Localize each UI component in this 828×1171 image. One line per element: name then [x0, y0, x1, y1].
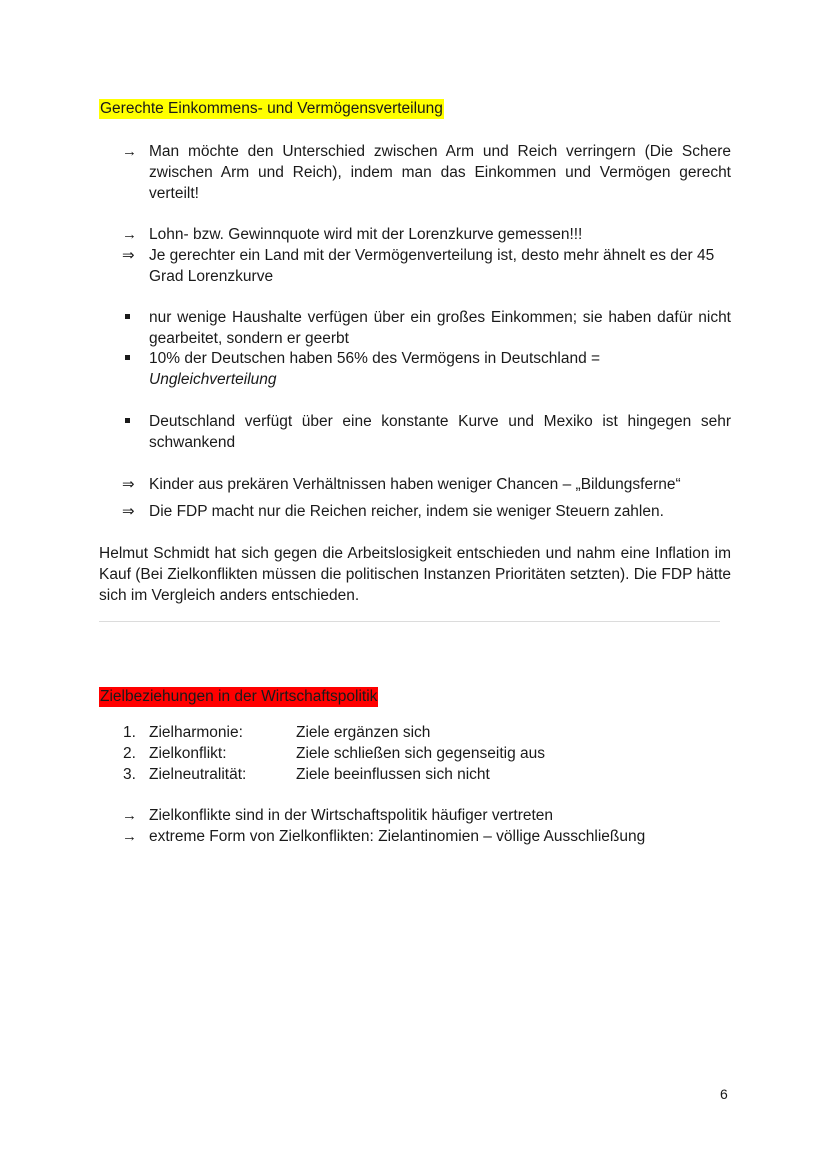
square-bullet-icon [125, 355, 130, 360]
emphasis-text: Ungleichverteilung [149, 371, 277, 388]
list-term: Zielkonflikt: [149, 745, 227, 762]
list-number: 1. [123, 724, 136, 741]
list-item: nur wenige Haushalte verfügen über ein großes Einkommen; sie haben dafür nicht gearbeitet, sondern er geerbt [149, 309, 731, 347]
page-number: 6 [720, 1086, 728, 1102]
section-heading-zielbeziehungen: Zielbeziehungen in der Wirtschaftspolitik [100, 688, 378, 705]
list-item: Zielkonflikte sind in der Wirtschaftspolitik häufiger vertreten [149, 807, 554, 824]
divider [99, 621, 720, 622]
list-number: 2. [123, 745, 136, 762]
arrow-marker: → [122, 226, 137, 243]
list-item: Kinder aus prekären Verhältnissen haben weniger Chancen – „Bildungsferne“ [149, 476, 681, 493]
body-paragraph: Helmut Schmidt hat sich gegen die Arbeitslosigkeit entschieden und nahm eine Inflation im Kauf (Bei Zielkonflikten müssen die politischen Instanzen Prioritäten setzten). Die FDP hätte sich im Vergleich anders entschieden. [99, 545, 731, 604]
list-item-text: 10% der Deutschen haben 56% des Vermögens in Deutschland = [149, 350, 601, 367]
section-heading-verteilung: Gerechte Einkommens- und Vermögensverteilung [100, 100, 443, 117]
double-arrow-marker: ⇒ [122, 503, 135, 520]
square-bullet-icon [125, 418, 130, 423]
list-item: extreme Form von Zielkonflikten: Zielantinomien – völlige Ausschließung [149, 828, 646, 845]
arrow-marker: → [122, 807, 137, 824]
list-item: Je gerechter ein Land mit der Vermögenverteilung ist, desto mehr ähnelt es der 45 Grad Lorenzkurve [149, 247, 715, 285]
list-item: Lohn- bzw. Gewinnquote wird mit der Lorenzkurve gemessen!!! [149, 226, 583, 243]
list-item [149, 348, 731, 390]
list-term: Zielneutralität: [149, 766, 247, 783]
list-item: Man möchte den Unterschied zwischen Arm und Reich verringern (Die Schere zwischen Arm und Reich), indem man das Einkommen und Vermögen gerecht verteilt! [149, 143, 731, 202]
list-item: Deutschland verfügt über eine konstante Kurve und Mexiko ist hingegen sehr schwankend [149, 413, 731, 451]
list-number: 3. [123, 766, 136, 783]
list-term: Zielharmonie: [149, 724, 243, 741]
list-definition: Ziele schließen sich gegenseitig aus [296, 745, 545, 762]
list-definition: Ziele ergänzen sich [296, 724, 431, 741]
arrow-marker: → [122, 143, 137, 160]
double-arrow-marker: ⇒ [122, 476, 135, 493]
list-item: Die FDP macht nur die Reichen reicher, indem sie weniger Steuern zahlen. [149, 503, 664, 520]
list-definition: Ziele beeinflussen sich nicht [296, 766, 490, 783]
double-arrow-marker: ⇒ [122, 247, 135, 264]
square-bullet-icon [125, 314, 130, 319]
arrow-marker: → [122, 828, 137, 845]
